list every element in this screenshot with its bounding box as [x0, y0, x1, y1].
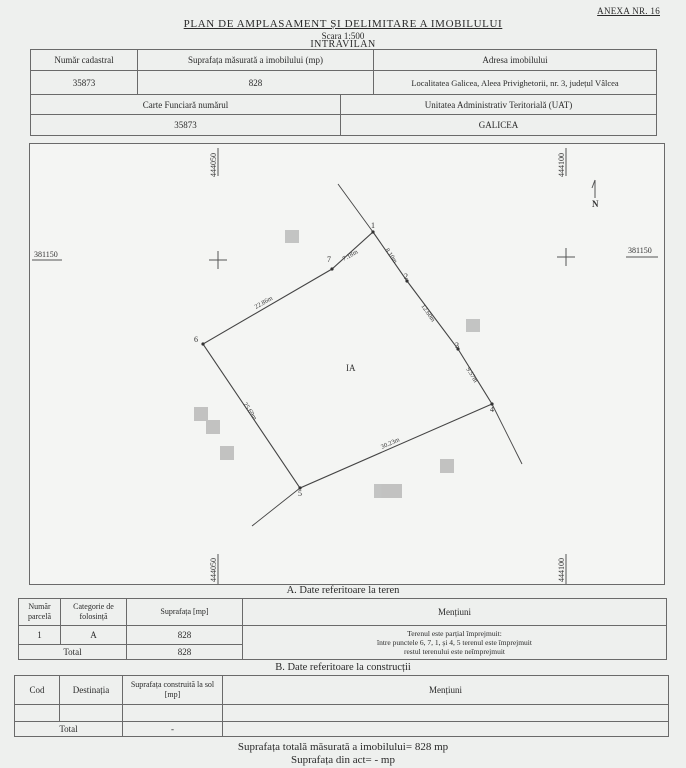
note-line: între punctele 6, 7, 1, și 4, 5 terenul este împrejmuit: [377, 638, 532, 647]
point-label-2: 2: [404, 272, 408, 281]
zone-label: INTRAVILAN: [310, 39, 376, 50]
measured-area: 828: [138, 71, 374, 95]
distance-3-4: 9.57m: [464, 366, 479, 384]
area-header: Suprafața [mp]: [127, 599, 243, 626]
empty-cell: [223, 705, 669, 722]
construction-notes-header: Mențiuni: [223, 676, 669, 705]
empty-cell: [60, 705, 123, 722]
redaction-mark: [220, 446, 234, 460]
land-book-header: Carte Funciară numărul: [31, 95, 341, 115]
uat-header: Unitatea Administrativ Teritorială (UAT): [341, 95, 657, 115]
total-area: 828: [127, 645, 243, 660]
point-label-3: 3: [455, 341, 459, 350]
total-label: Total: [19, 645, 127, 660]
land-book-table: [30, 94, 657, 136]
parcel-label: IA: [346, 363, 356, 373]
point-label-4: 4: [490, 405, 494, 414]
parcel-boundary: [203, 232, 492, 488]
empty-cell: [223, 722, 669, 737]
redaction-mark: [440, 459, 454, 473]
construction-total-value: -: [123, 722, 223, 737]
scale-label: Scara 1:500: [321, 31, 365, 41]
redaction-mark: [194, 407, 208, 421]
coord-label-bottom-right: 444100: [557, 558, 566, 582]
coord-label-top-right: 444100: [557, 153, 566, 177]
address-header: Adresa imobilului: [374, 50, 657, 71]
redaction-mark: [206, 420, 220, 434]
distance-1-2: 8.10m: [383, 247, 399, 265]
coord-label-bottom-left: 444050: [209, 558, 218, 582]
parcel-category: A: [61, 626, 127, 645]
annex-label: ANEXA NR. 16: [597, 6, 660, 16]
property-address: Localitatea Galicea, Aleea Privighetorii, nr. 3, județul Vâlcea: [374, 71, 657, 95]
parcel-notes: [243, 626, 667, 660]
document-title: PLAN DE AMPLASAMENT ȘI DELIMITARE A IMOBILULUI: [183, 18, 503, 30]
plan-drawing: [30, 144, 664, 584]
point-label-7: 7: [327, 255, 331, 264]
site-plan: [29, 143, 665, 585]
note-line: restul terenului este neîmprejmuit: [403, 647, 505, 656]
category-header: Categorie de folosință: [61, 599, 127, 626]
land-book-number: 35873: [31, 115, 341, 136]
empty-cell: [123, 705, 223, 722]
cadastral-number: 35873: [31, 71, 138, 95]
coord-label-right: 381150: [628, 246, 652, 255]
parcel-area: 828: [127, 626, 243, 645]
extension-line: [492, 404, 522, 464]
point-label-6: 6: [194, 335, 198, 344]
distance-6-7: 22.86m: [253, 294, 275, 311]
distance-5-6: 25.69m: [241, 401, 259, 422]
empty-cell: [15, 705, 60, 722]
redaction-mark: [374, 484, 402, 498]
uat-name: GALICEA: [341, 115, 657, 136]
land-data-table: [18, 598, 667, 660]
parcel-number-header: Număr parcelă: [19, 599, 61, 626]
north-label: N: [592, 199, 599, 209]
extension-line: [252, 488, 300, 526]
redaction-mark: [466, 319, 480, 332]
construction-table: [14, 675, 669, 737]
distance-2-3: 12.60m: [419, 303, 437, 324]
parcel-number: 1: [19, 626, 61, 645]
redaction-mark: [285, 230, 299, 243]
point-label-1: 1: [371, 221, 375, 230]
code-header: Cod: [15, 676, 60, 705]
section-a-heading: A. Date referitoare la teren: [286, 585, 400, 596]
coord-label-top-left: 444050: [209, 153, 218, 177]
total-measured-area: Suprafața totală măsurată a imobilului= 828 mp: [237, 741, 449, 753]
coord-label-left: 381150: [34, 250, 58, 259]
measured-area-header: Suprafața măsurată a imobilului (mp): [138, 50, 374, 71]
distance-4-5: 30.23m: [379, 436, 401, 451]
vertex-1: [371, 230, 374, 233]
built-area-header: Suprafața construită la sol [mp]: [123, 676, 223, 705]
construction-total-label: Total: [15, 722, 123, 737]
note-line: Terenul este parțial împrejmuit:: [407, 629, 502, 638]
vertex-7: [330, 267, 333, 270]
section-b-heading: B. Date referitoare la construcții: [275, 662, 411, 673]
destination-header: Destinația: [60, 676, 123, 705]
extension-line: [338, 184, 373, 232]
distance-7-1: 7.18m: [341, 248, 360, 263]
point-label-5: 5: [298, 489, 302, 498]
notes-header: Mențiuni: [243, 599, 667, 626]
area-from-act: Suprafața din act= - mp: [291, 754, 395, 766]
cadastral-table: [30, 49, 657, 95]
vertex-6: [201, 342, 204, 345]
cadastral-number-header: Număr cadastral: [31, 50, 138, 71]
